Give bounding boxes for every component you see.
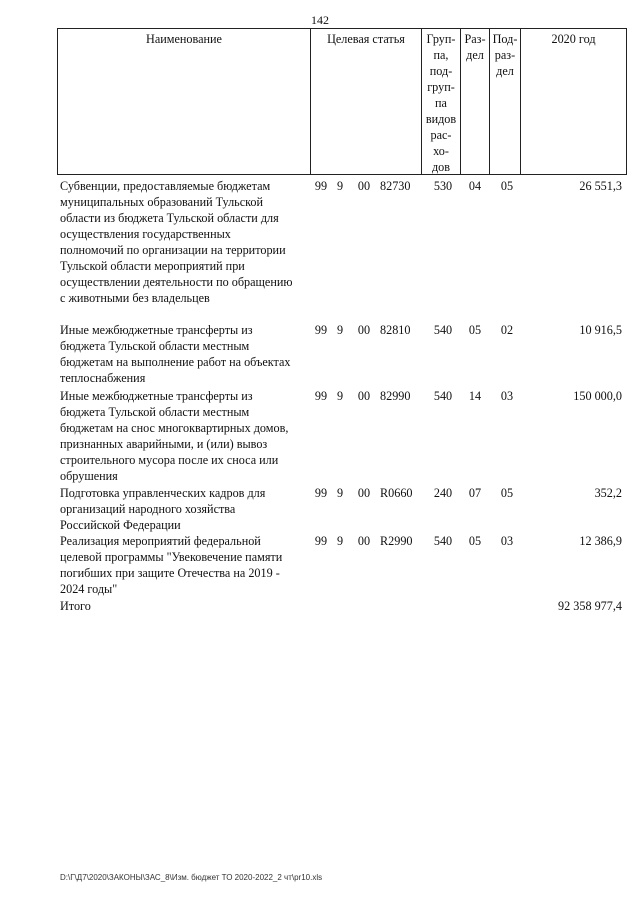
total-amount: 92 358 977,4 [558,599,622,613]
subsection-code: 05 [500,486,514,500]
header-year: 2020 год [551,32,596,46]
amount: 352,2 [594,486,622,500]
subsection-code: 03 [500,389,514,403]
header-section: Раз- дел [464,32,486,62]
target-subprogram-code: 9 [336,486,344,500]
target-event-code: 00 [357,486,371,500]
section-code: 07 [468,486,482,500]
expense-group: 540 [433,534,453,548]
section-code: 05 [468,323,482,337]
header-subsection: Под- раз- дел [492,32,518,78]
target-program-code: 99 [314,389,328,403]
expense-group: 540 [433,389,453,403]
section-code: 14 [468,389,482,403]
row-name: Иные межбюджетные трансферты из бюджета Тульской области местным бюджетам на выполнение работ на объектах теплоснабжения [60,323,291,385]
target-subprogram-code: 9 [336,323,344,337]
divider [310,28,311,175]
divider [520,28,521,175]
target-direction-code: 82810 [380,323,411,337]
target-direction-code: R0660 [380,486,413,500]
row-name: Подготовка управленческих кадров для организаций народного хозяйства Российской Федерации [60,486,266,532]
target-event-code: 00 [357,534,371,548]
target-subprogram-code: 9 [336,389,344,403]
target-program-code: 99 [314,323,328,337]
target-event-code: 00 [357,323,371,337]
target-subprogram-code: 9 [336,534,344,548]
row-name: Субвенции, предоставляемые бюджетам муниципальных образований Тульской области из бюджета Тульской области для осуществления государственных полномочий по организации на территории Тульской области мероприятий при осуществлении деятельности по обращению с животными без владельцев [60,179,293,305]
target-event-code: 00 [357,179,371,193]
amount: 10 916,5 [579,323,622,337]
target-direction-code: 82990 [380,389,411,403]
row-name: Реализация мероприятий федеральной целевой программы "Увековечение памяти погибших при защите Отечества на 2019 - 2024 годы" [60,534,283,596]
target-direction-code: 82730 [380,179,411,193]
subsection-code: 02 [500,323,514,337]
section-code: 04 [468,179,482,193]
expense-group: 240 [433,486,453,500]
header-name: Наименование [146,32,222,46]
amount: 26 551,3 [579,179,622,193]
total-label: Итого [60,599,91,613]
target-direction-code: R2990 [380,534,413,548]
amount: 150 000,0 [573,389,622,403]
row-name: Иные межбюджетные трансферты из бюджета Тульской области местным бюджетам на снос многоквартирных домов, признанных аварийными, и (или) вывоз строительного мусора после их сноса или обрушения [60,389,289,483]
expense-group: 530 [433,179,453,193]
amount: 12 386,9 [579,534,622,548]
subsection-code: 03 [500,534,514,548]
expense-group: 540 [433,323,453,337]
target-subprogram-code: 9 [336,179,344,193]
target-program-code: 99 [314,179,328,193]
subsection-code: 05 [500,179,514,193]
header-target: Целевая статья [327,32,405,46]
file-path-footer: D:\Г\Д7\2020\ЗАКОНЫ\ЗАС_8\Изм. бюджет ТО 2020-2022_2 чт\pr10.xls [60,873,323,882]
section-code: 05 [468,534,482,548]
page-number: 142 [311,13,329,27]
target-event-code: 00 [357,389,371,403]
table-header [57,28,627,175]
target-program-code: 99 [314,534,328,548]
header-group: Груп- па, под- груп- па видов рас- хо- дов [425,32,457,174]
target-program-code: 99 [314,486,328,500]
